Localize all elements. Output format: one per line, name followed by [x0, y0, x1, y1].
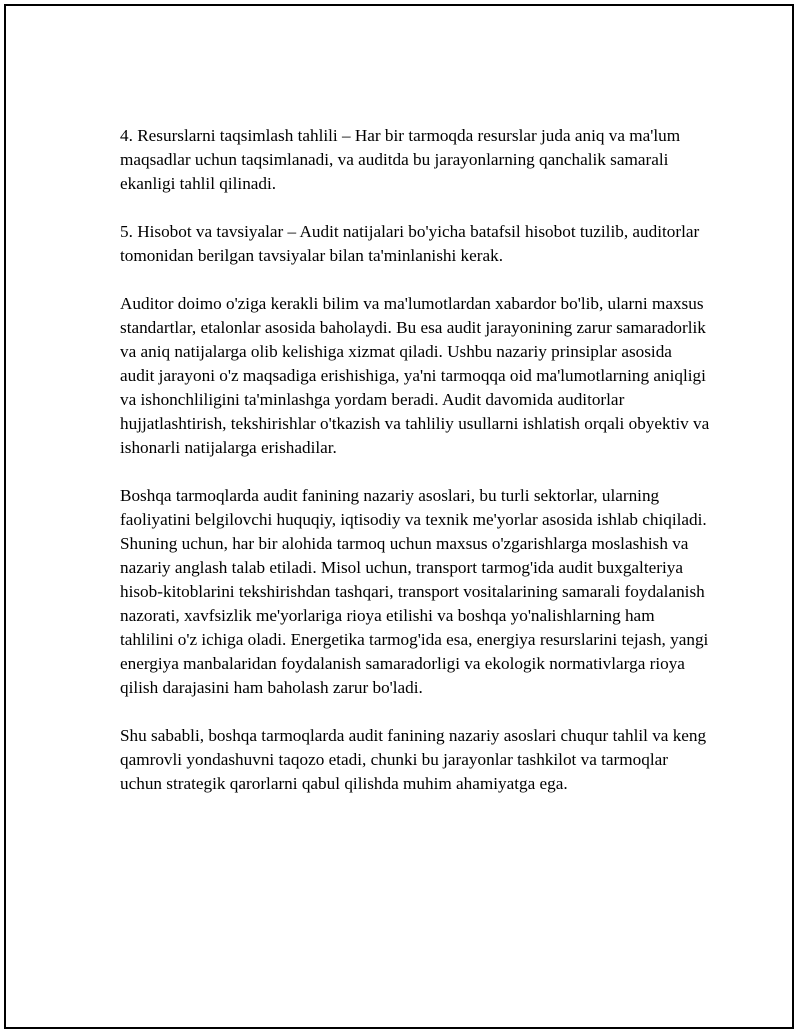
paragraph-conclusion: Shu sababli, boshqa tarmoqlarda audit fanining nazariy asoslari chuqur tahlil va keng qamrovli yondashuvni taqozo etadi, chunki bu jarayonlar tashkilot va tarmoqlar uchun strategik qarorlarni qabul qilishda muhim ahamiyatga ega.: [120, 726, 707, 793]
paragraph-resource-allocation: 4. Resurslarni taqsimlash tahlili – Har bir tarmoqda resurslar juda aniq va ma'lum maqsadlar uchun taqsimlanadi, va auditda bu jarayonlarning qanchalik samarali ekanligi tahlil qilinadi.: [120, 126, 681, 193]
paragraph-auditor-knowledge: Auditor doimo o'ziga kerakli bilim va ma'lumotlardan xabardor bo'lib, ularni maxsus standartlar, etalonlar asosida baholaydi. Bu esa audit jarayonining zarur samaradorlik va aniq natijalarga olib kelishiga xizmat qiladi. Ushbu nazariy prinsiplar asosida audit jarayoni o'z maqsadiga erishishiga, ya'ni tarmoqqa oid ma'lumotlarning aniqligi va ishonchliligini ta'minlashga yordam beradi. Audit davomida auditorlar hujjatlashtirish, tekshirishlar o'tkazish va tahliliy usullarni ishlatish orqali obyektiv va ishonarli natijalarga erishadilar.: [120, 294, 710, 457]
paragraph-other-sectors: Boshqa tarmoqlarda audit fanining nazariy asoslari, bu turli sektorlar, ularning faoliyatini belgilovchi huquqiy, iqtisodiy va texnik me'yorlar asosida ishlab chiqiladi. Shuning uchun, har bir alohida tarmoq uchun maxsus o'zgarishlarga moslashish va nazariy anglash talab etiladi. Misol uchun, transport tarmog'ida audit buxgalteriya hisob-kitoblarini tekshirishdan tashqari, transport vositalarining samarali foydalanish nazorati, xavfsizlik me'yorlariga rioya etilishi va boshqa yo'nalishlarning ham tahlilini o'z ichiga oladi. Energetika tarmog'ida esa, energiya resurslarini tejash, yangi energiya manbalaridan foydalanish samaradorligi va ekologik normativlarga rioya qilish darajasini ham baholash zarur bo'ladi.: [120, 486, 709, 697]
page-frame: [4, 4, 794, 1029]
paragraph-reports-recommendations: 5. Hisobot va tavsiyalar – Audit natijalari bo'yicha batafsil hisobot tuzilib, auditorlar tomonidan berilgan tavsiyalar bilan ta'minlanishi kerak.: [120, 222, 700, 265]
document-body: [120, 124, 710, 796]
